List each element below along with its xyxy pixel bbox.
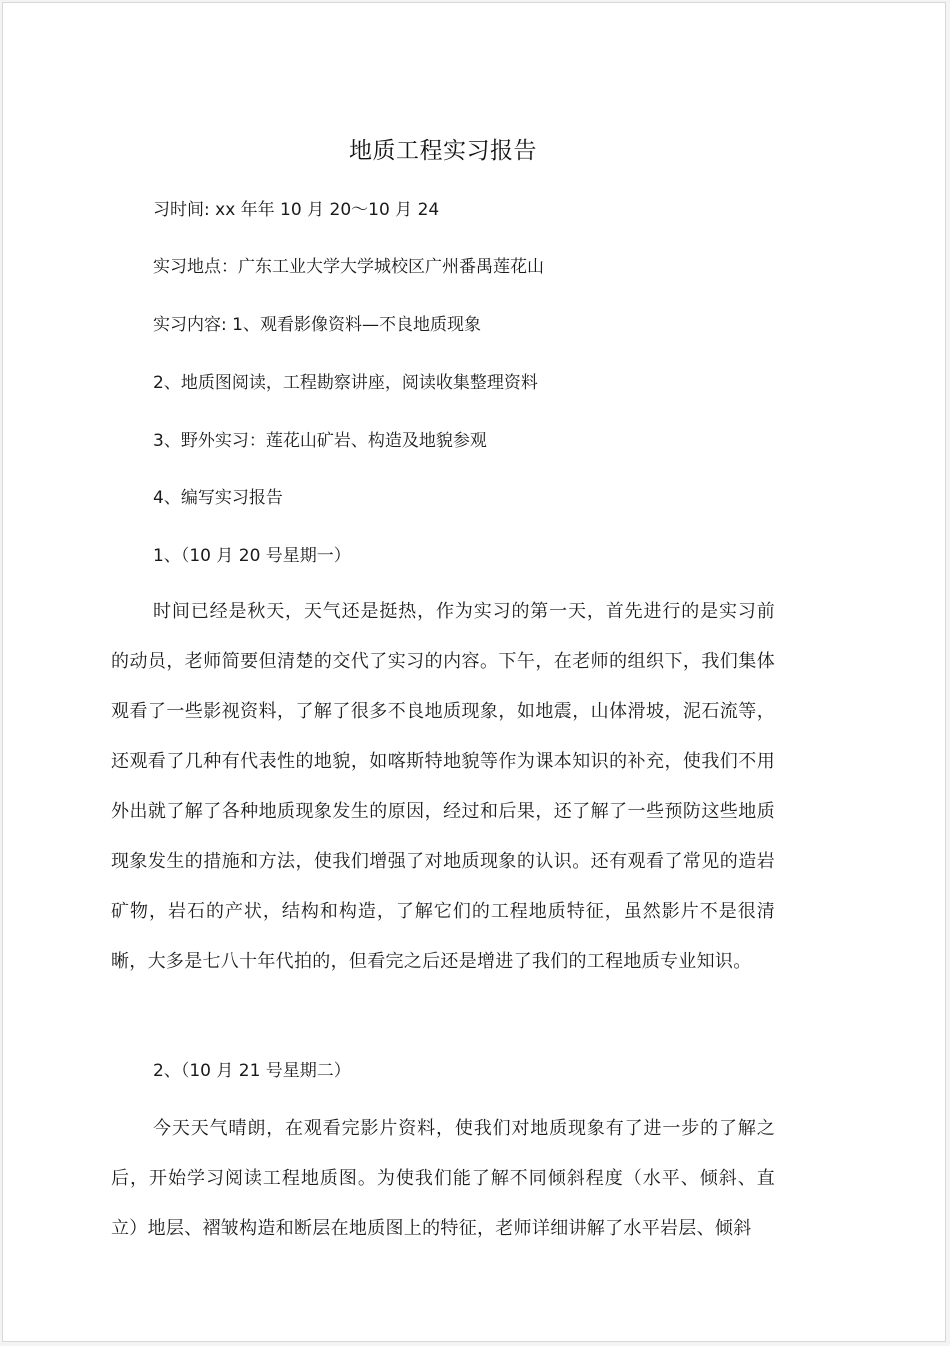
document-title: 地质工程实习报告 xyxy=(349,138,537,164)
day1-heading: 1、（10 月 20 号星期一） xyxy=(153,546,351,566)
day1-paragraph: 时间已经是秋天，天气还是挺热，作为实习的第一天，首先进行的是实习前的动员，老师简要但清楚的交代了实习的内容。下午，在老师的组织下，我们集体观看了一些影视资料，了解了很多不良地质现象，如地震，山体滑坡，泥石流等，还观看了几种有代表性的地貌，如喀斯特地貌等作为课本知识的补充，使我们不用外出就了解了各种地质现象发生的原因，经过和后果，还了解了一些预防这些地质现象发生的措施和方法，使我们增强了对地质现象的认识。还有观看了常见的造岩矿物，岩石的产状，结构和构造，了解它们的工程地质特征，虽然影片不是很清晰，大多是七八十年代拍的，但看完之后还是增进了我们的工程地质专业知识。 xyxy=(111,601,775,972)
content-item-2-line: 2、地质图阅读，工程勘察讲座，阅读收集整理资料 xyxy=(153,373,538,393)
internship-content-line: 实习内容: 1、观看影像资料—不良地质现象 xyxy=(153,315,481,335)
internship-location-line: 实习地点：广东工业大学大学城校区广州番禺莲花山 xyxy=(153,257,544,277)
day2-heading: 2、（10 月 21 号星期二） xyxy=(153,1061,351,1081)
document-page xyxy=(2,2,946,1342)
content-item-3-line: 3、野外实习：莲花山矿岩、构造及地貌参观 xyxy=(153,431,487,451)
internship-time-line: 习时间: xx 年年 10 月 20～10 月 24 xyxy=(153,200,440,220)
content-item-4-line: 4、编写实习报告 xyxy=(153,488,283,508)
day2-paragraph: 今天天气晴朗，在观看完影片资料，使我们对地质现象有了进一步的了解之后，开始学习阅读工程地质图。为使我们能了解不同倾斜程度（水平、倾斜、直立）地层、褶皱构造和断层在地质图上的特征，老师详细讲解了水平岩层、倾斜 xyxy=(111,1118,775,1239)
